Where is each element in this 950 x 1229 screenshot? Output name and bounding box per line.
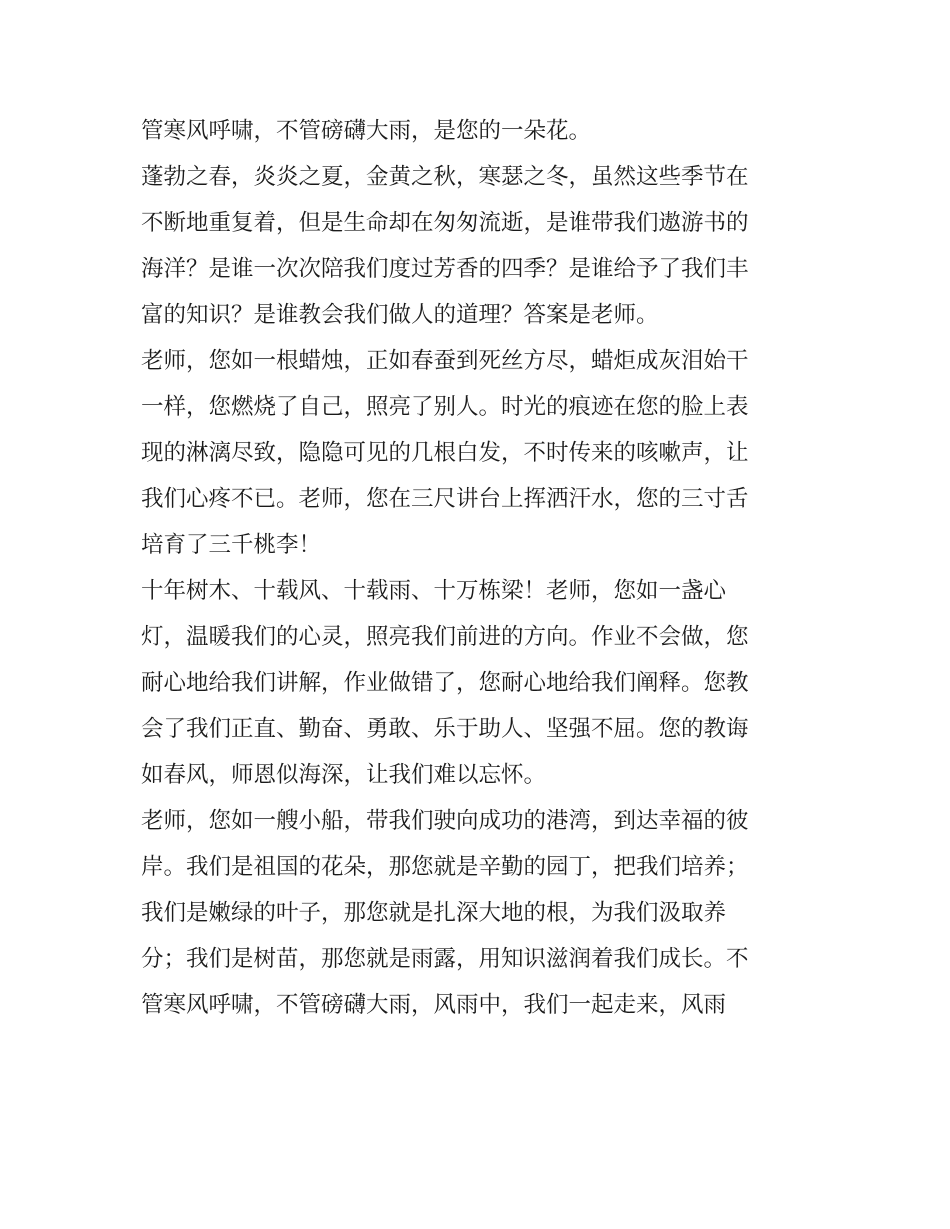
text-line: 我们心疼不已。老师，您在三尺讲台上挥洒汗水，您的三寸舌 (141, 486, 749, 512)
text-line: 会了我们正直、勤奋、勇敢、乐于助人、坚强不屈。您的教诲 (141, 716, 749, 742)
text-line: 海洋？是谁一次次陪我们度过芳香的四季？是谁给予了我们丰 (141, 256, 749, 282)
text-line: 蓬勃之春，炎炎之夏，金黄之秋，寒瑟之冬，虽然这些季节在 (141, 164, 749, 190)
text-line: 灯，温暖我们的心灵，照亮我们前进的方向。作业不会做，您 (141, 624, 749, 650)
text-line: 十年树木、十载风、十载雨、十万栋梁！老师，您如一盏心 (141, 578, 727, 604)
text-line: 一样，您燃烧了自己，照亮了别人。时光的痕迹在您的脸上表 (141, 394, 749, 420)
text-line: 富的知识？是谁教会我们做人的道理？答案是老师。 (141, 302, 659, 328)
text-line: 不断地重复着，但是生命却在匆匆流逝，是谁带我们遨游书的 (141, 210, 749, 236)
text-line: 耐心地给我们讲解，作业做错了，您耐心地给我们阐释。您教 (141, 670, 749, 696)
document-body (141, 108, 821, 1028)
text-line: 我们是嫩绿的叶子，那您就是扎深大地的根，为我们汲取养 (141, 900, 727, 926)
text-line: 培育了三千桃李！ (141, 532, 322, 558)
text-line: 老师，您如一根蜡烛，正如春蚕到死丝方尽，蜡炬成灰泪始干 (141, 348, 749, 374)
text-line: 现的淋漓尽致，隐隐可见的几根白发，不时传来的咳嗽声，让 (141, 440, 749, 466)
text-line: 管寒风呼啸，不管磅礴大雨，风雨中，我们一起走来，风雨 (141, 992, 727, 1018)
text-line: 老师，您如一艘小船，带我们驶向成功的港湾，到达幸福的彼 (141, 808, 749, 834)
text-line: 管寒风呼啸，不管磅礴大雨，是您的一朵花。 (141, 118, 592, 144)
text-line: 岸。我们是祖国的花朵，那您就是辛勤的园丁，把我们培养； (141, 854, 749, 880)
text-line: 如春风，师恩似海深，让我们难以忘怀。 (141, 762, 547, 788)
text-line: 分；我们是树苗，那您就是雨露，用知识滋润着我们成长。不 (141, 946, 749, 972)
